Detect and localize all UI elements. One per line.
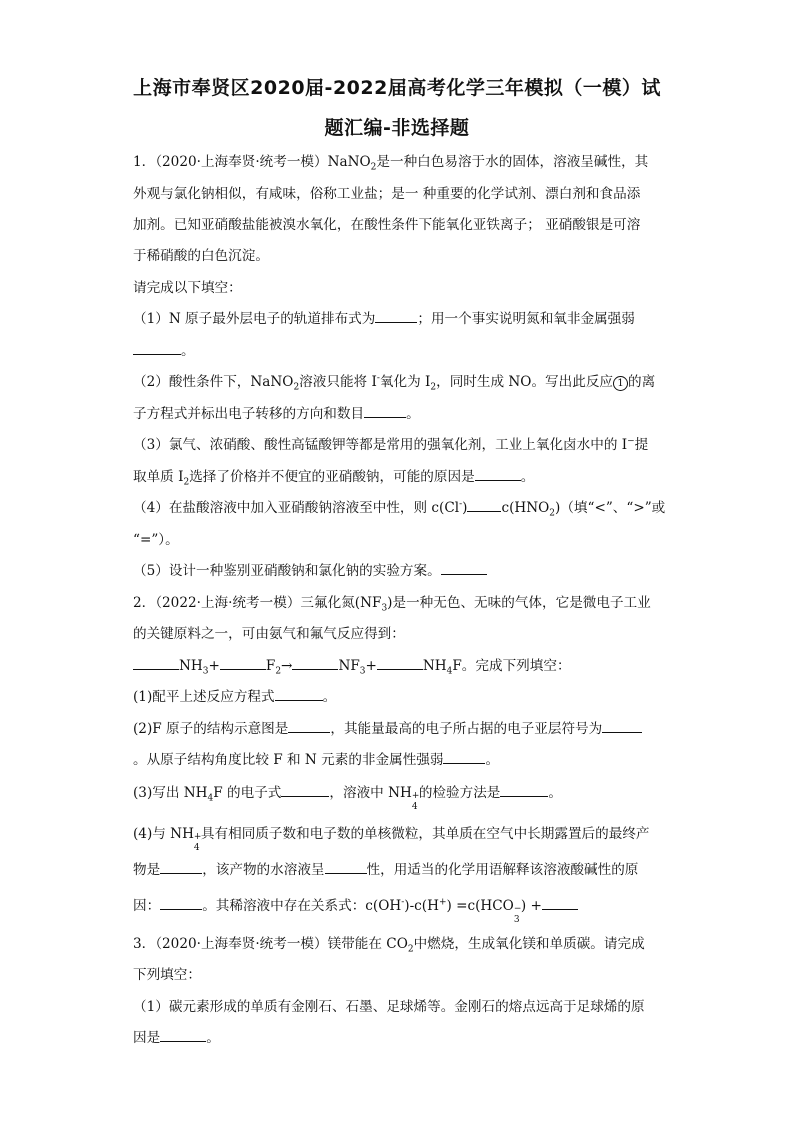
q2-part2-cont: 。从原子结构角度比较 F 和 N 元素的非金属性强弱 。 [133,752,500,768]
coefficient-blank[interactable] [292,657,338,670]
answer-blank[interactable] [467,499,501,512]
document-title-line1: 上海市奉贤区2020届-2022届高考化学三年模拟（一模）试 [133,77,661,99]
q2-part4-cont: 物是 ，该产物的水溶液呈 性，用适当的化学用语解释该溶液酸碱性的原 [133,862,639,878]
answer-blank[interactable] [364,405,406,418]
q3-part1-cont: 因是 。 [133,1030,220,1046]
answer-blank[interactable] [160,861,202,874]
q3-line2: 下列填空： [133,967,201,983]
answer-blank[interactable] [475,468,521,481]
q1-part2: （2）酸性条件下，NaNO$_2$溶液只能将 I-氧化为 $I_2$，同时生成 NO。写出此反应 1 的离 [133,373,656,393]
q2-equation: $NH_3+ F_2\to NF_3+ NH_4F$。完成下列填空： [133,654,571,677]
q1-part1: （1）N 原子最外层电子的轨道排布式为 ；用一个事实说明氮和氧非金属强弱 [133,311,635,327]
answer-blank[interactable] [160,1029,206,1042]
q1-prompt: 请完成以下填空： [133,280,242,296]
q3-part1: （1）碳元素形成的单质有金刚石、石墨、足球烯等。金刚石的熔点远高于足球烯的原 [133,999,645,1015]
answer-blank[interactable] [375,310,417,323]
answer-blank[interactable] [602,720,642,733]
answer-blank[interactable] [443,751,485,764]
q1-part2-cont: 子方程式并标出电子转移的方向和数目 。 [133,406,420,422]
q1-line1: 1．（2020·上海奉贤·统考一模）NaNO$_2$是一种白色易溶于水的固体，溶液呈碱性，其 [133,154,649,173]
q2-part2: (2)F 原子的结构示意图是 ，其能量最高的电子所占据的电子亚层符号为 [133,717,642,737]
answer-blank[interactable] [133,342,181,355]
q2-part1: (1)配平上述反应方程式 。 [133,689,337,705]
q1-line2: 外观与氯化钠相似，有咸味，俗称工业盐；是一 种重要的化学试剂、漂白剂和食品添 [133,186,641,202]
q1-line3: 加剂。已知亚硝酸盐能被溴水氧化，在酸性条件下能氧化亚铁离子； 亚硝酸银是可溶 [133,217,641,233]
q1-part1-cont: 。 [133,339,195,359]
answer-blank[interactable] [281,784,329,797]
answer-blank[interactable] [275,688,323,701]
q1-part4: （4）在盐酸溶液中加入亚硝酸钠溶液至中性，则 c(Cl-) $c(HNO_2)$（填“<”、“>”或 [133,499,666,519]
q2-part3: (3)写出 $NH_4F$ 的电子式 ，溶液中 NH + 4 的检验方法是 。 [133,785,562,812]
q1-part4-cont: “=”）。 [133,532,179,548]
q2-line2: 的关键原料之一，可由氨气和氟气反应得到： [133,626,405,642]
q1-part3-cont: 取单质 $I_2$选择了价格并不便宜的亚硝酸钠，可能的原因是 。 [133,469,535,488]
q2-part4: (4)与 NH + 4 具有相同质子数和电子数的单核微粒，其单质在空气中长期露置后的最终产 [133,826,650,853]
q1-part5: （5）设计一种鉴别亚硝酸钠和氯化钠的实验方案。 [133,559,487,579]
q1-line4: 于稀硝酸的白色沉淀。 [133,248,269,264]
answer-blank[interactable] [441,562,487,575]
answer-blank[interactable] [500,784,548,797]
coefficient-blank[interactable] [377,657,423,670]
q2-line1: 2．（2022·上海·统考一模）三氟化氮$(NF_3)$是一种无色、无味的气体，它是微电子工业 [133,595,651,614]
q1-part3: （3）氯气、浓硝酸、酸性高锰酸钾等都是常用的强氧化剂，工业上氧化卤水中的 I−提 [133,436,649,453]
answer-blank[interactable] [542,897,578,910]
coefficient-blank[interactable] [220,657,266,670]
answer-blank[interactable] [288,720,330,733]
answer-blank[interactable] [160,897,202,910]
q2-part4-cont2: 因： 。其稀溶液中存在关系式：c(OH-)-c(H+) =c(HCO − 3 ) + [133,894,578,914]
q3-line1: 3．（2020·上海奉贤·统考一模）镁带能在 $CO_2$中燃烧，生成氧化镁和单质碳。请完成 [133,936,645,955]
document-title-line2: 题汇编-非选择题 [324,117,470,139]
circled-number: 1 [613,376,628,391]
coefficient-blank[interactable] [133,657,179,670]
answer-blank[interactable] [325,861,367,874]
